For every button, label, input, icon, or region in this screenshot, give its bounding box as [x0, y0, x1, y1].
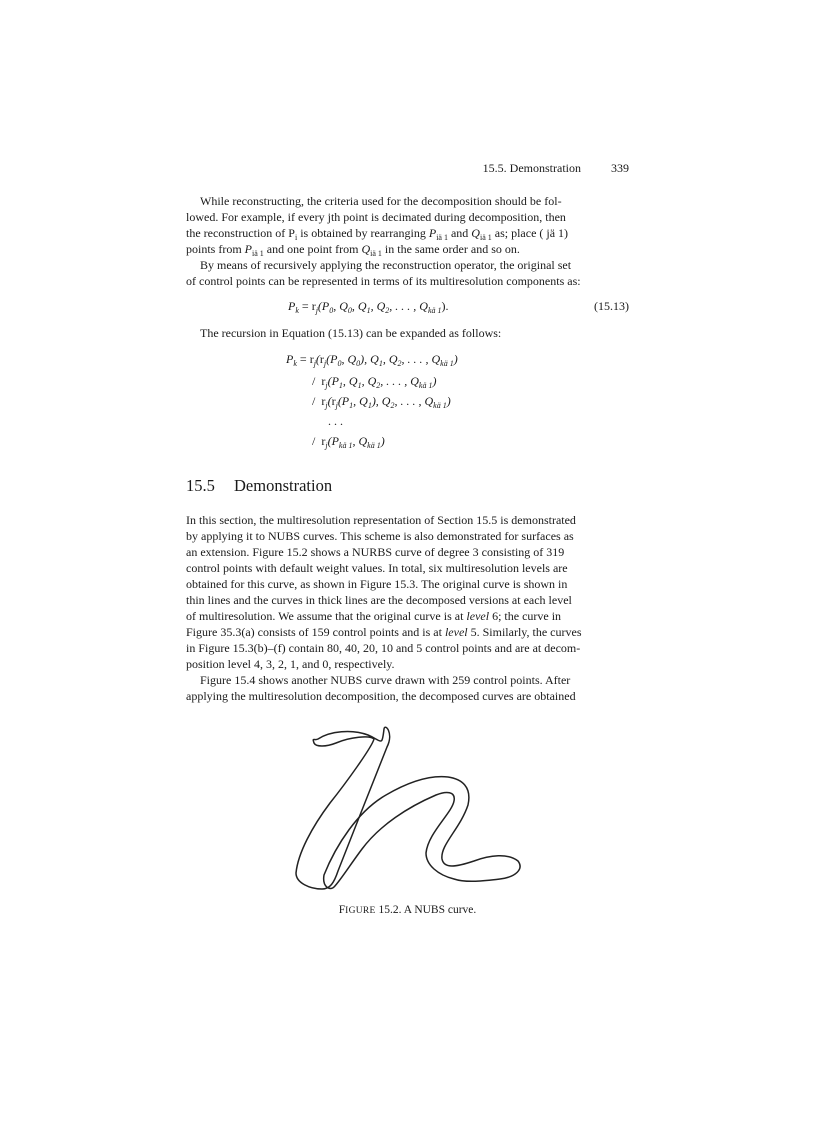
text-line: applying the multiresolution decomposition, the decomposed curves are obtained — [186, 689, 576, 703]
figure-caption: FIGURE 15.2. A NUBS curve. — [338, 904, 477, 916]
text-line: an extension. Figure 15.2 shows a NURBS curve of degree 3 consisting of 319 — [186, 545, 565, 559]
section-number: 15.5 — [186, 476, 215, 495]
text-line: control points with default weight values. In total, six multiresolution levels are — [186, 561, 568, 575]
section-title: Demonstration — [234, 476, 333, 495]
text-line: While reconstructing, the criteria used for the decomposition should be fol- — [200, 194, 562, 208]
text-line: In this section, the multiresolution representation of Section 15.5 is demonstrated — [186, 513, 576, 527]
nubs-curve-figure — [290, 725, 530, 895]
page-number: 339 — [611, 161, 629, 175]
text-line: the reconstruction of $P_i$ is obtained by rearranging $P_{iä 1}$ and $Q_{iä 1}$ as; place ( jä 1) — [186, 226, 569, 242]
text-line: by applying it to NUBS curves. This scheme is also demonstrated for surfaces as — [186, 529, 574, 543]
text-line: The recursion in Equation (15.13) can be expanded as follows: — [200, 326, 502, 340]
equation-number: (15.13) — [594, 299, 629, 313]
section-heading — [186, 476, 332, 496]
text-line: obtained for this curve, as shown in Figure 15.3. The original curve is shown in — [186, 577, 568, 591]
text-line: By means of recursively applying the reconstruction operator, the original set — [200, 258, 572, 272]
expansion-row: / $r_j(P_1$, $Q_1$, $Q_2$, . . . , $Q_{kä 1}$) — [312, 374, 437, 390]
nubs-curve-outline — [296, 727, 390, 889]
text-line: Figure 35.3(a) consists of 159 control points and is at level 5. Similarly, the curves — [186, 625, 582, 639]
expansion-ellipsis: . . . — [328, 414, 343, 428]
text-line: of multiresolution. We assume that the original curve is at level 6; the curve in — [186, 609, 562, 623]
header-section: 15.5. Demonstration — [482, 161, 581, 175]
text-line: position level 4, 3, 2, 1, and 0, respectively. — [186, 657, 395, 671]
expansion-row: / $r_j(r_j(P_1$, $Q_1$), $Q_2$, . . . , $Q_{kä 1}$) — [312, 394, 451, 410]
expansion-row: $P_k = r_j(r_j(P_0$, $Q_0$), $Q_1$, $Q_2$, . . . , $Q_{kä 1}$) — [286, 352, 458, 368]
text-line: lowed. For example, if every jth point is decimated during decomposition, then — [186, 210, 566, 224]
text-line: of control points can be represented in terms of its multiresolution components as: — [186, 274, 581, 288]
text-line: thin lines and the curves in thick lines are the decomposed versions at each level — [186, 593, 572, 607]
paragraph-reconstruction — [186, 194, 629, 210]
text-line: points from $P_{iä 1}$ and one point from $Q_{iä 1}$ in the same order and so on. — [186, 242, 520, 258]
equation-15-13: $P_k = r_j(P_0$, $Q_0$, $Q_1$, $Q_2$, . . . , $Q_{kä 1}$). — [288, 299, 449, 315]
expansion-row: / $r_j(P_{kä 1}$, $Q_{kä 1}$) — [312, 434, 385, 450]
text-line: Figure 15.4 shows another NUBS curve drawn with 259 control points. After — [200, 673, 571, 687]
text-line: in Figure 15.3(b)–(f) contain 80, 40, 20, 10 and 5 control points and are at decom- — [186, 641, 581, 655]
